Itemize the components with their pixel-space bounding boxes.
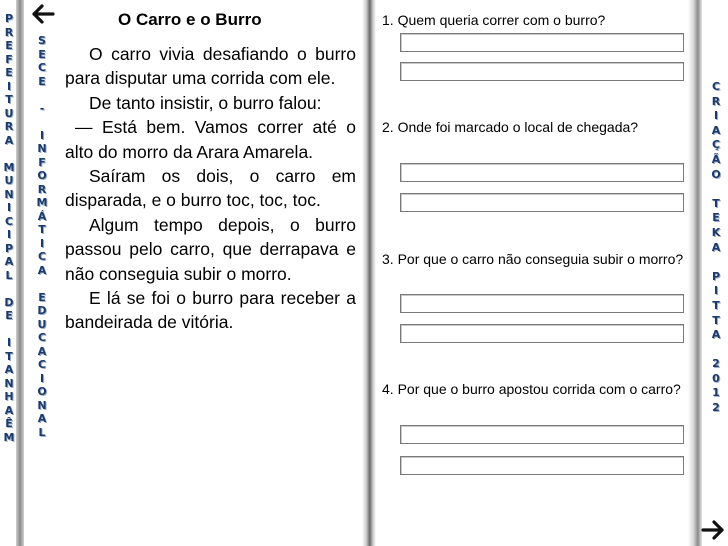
story-title: O Carro e o Burro <box>118 10 262 29</box>
side-letter: A <box>711 328 721 342</box>
side-letter: A <box>4 403 14 417</box>
side-letter: A <box>711 123 721 137</box>
side-letter: I <box>39 236 45 250</box>
side-letter: C <box>37 61 47 74</box>
right-binding-strip <box>688 0 702 546</box>
side-letter: E <box>38 74 46 88</box>
side-letter: H <box>4 390 14 403</box>
side-letter: U <box>4 174 14 187</box>
side-letter: T <box>38 223 46 236</box>
question-1: 1. Quem queria correr com o burro? <box>382 12 606 28</box>
side-letter: C <box>37 358 47 371</box>
arrow-left-icon <box>31 4 55 24</box>
side-letter <box>714 343 718 358</box>
arrow-right-icon <box>701 520 725 540</box>
side-letter <box>7 282 11 296</box>
side-letter: A <box>711 240 721 254</box>
answer-field-4a[interactable] <box>400 425 684 444</box>
side-letter: L <box>5 268 13 282</box>
side-letter: 1 <box>712 386 720 400</box>
side-letter: O <box>711 167 721 181</box>
side-letter: A <box>37 412 47 425</box>
side-letter: A <box>4 255 14 268</box>
side-letter: K <box>711 225 721 239</box>
side-letter: E <box>5 39 13 52</box>
side-letter: A <box>37 344 47 358</box>
side-letter: R <box>711 94 721 108</box>
side-letter: E <box>38 290 46 304</box>
question-4: 4. Por que o burro apostou corrida com o carro? <box>382 381 681 397</box>
side-letter: T <box>5 349 13 363</box>
question-2: 2. Onde foi marcado o local de chegada? <box>382 119 639 135</box>
side-letter: C <box>37 250 47 263</box>
side-letter: R <box>37 182 47 196</box>
story-paragraph: Saíram os dois, o carro em disparada, e o burro toc, toc, toc. <box>65 166 356 211</box>
side-letter: 0 <box>712 371 720 385</box>
answer-field-4b[interactable] <box>400 456 684 475</box>
side-letter: T <box>5 93 13 106</box>
side-letter: I <box>713 109 719 123</box>
center-binding-strip <box>362 0 376 546</box>
side-letter: M <box>36 196 48 209</box>
side-letter <box>40 88 44 102</box>
answer-field-1b[interactable] <box>400 62 684 81</box>
next-button[interactable] <box>700 519 726 541</box>
side-letter: N <box>37 398 47 412</box>
side-letter: R <box>4 25 14 39</box>
side-letter: A <box>37 263 47 277</box>
side-letter: O <box>37 385 47 398</box>
side-letter: C <box>37 331 47 344</box>
side-letter: R <box>4 120 14 133</box>
left-binding-strip <box>16 0 24 546</box>
story-paragraph: Algum tempo depois, o burro passou pelo carro, que derrapava e não conseguia subir o morro. <box>65 214 356 284</box>
side-letter: M <box>3 430 15 444</box>
side-letter: I <box>6 201 12 214</box>
side-letter: T <box>712 313 720 327</box>
side-letter: F <box>38 155 46 169</box>
side-letter: Ç <box>711 138 721 152</box>
vertical-text-secretaria <box>35 34 49 439</box>
side-letter <box>7 323 11 337</box>
answer-field-1a[interactable] <box>400 33 684 52</box>
side-letter: N <box>37 142 47 155</box>
vertical-text-prefeitura <box>2 12 16 444</box>
side-letter: P <box>4 241 14 255</box>
side-letter: I <box>6 228 12 241</box>
back-button[interactable] <box>30 3 56 25</box>
side-letter: U <box>37 317 47 331</box>
side-letter: D <box>37 304 47 317</box>
side-letter: A <box>4 133 14 147</box>
answer-field-2b[interactable] <box>400 193 684 212</box>
answer-field-3b[interactable] <box>400 324 684 343</box>
vertical-text-criacao <box>708 80 724 416</box>
side-letter: I <box>6 336 12 349</box>
side-letter: C <box>4 214 14 228</box>
side-letter <box>714 182 718 197</box>
side-letter: - <box>39 101 45 115</box>
story-text <box>65 42 356 335</box>
side-letter: I <box>39 128 45 142</box>
side-letter: F <box>5 52 13 66</box>
side-letter: Ê <box>5 417 13 430</box>
story-paragraph: O carro vivia desafiando o burro para disputar uma corrida com ele. <box>65 44 356 89</box>
side-letter: U <box>4 106 14 120</box>
side-letter: T <box>712 196 720 210</box>
story-paragraph: E lá se foi o burro para receber a bandeirada de vitória. <box>65 288 356 333</box>
side-letter: S <box>38 34 46 47</box>
story-paragraph: De tanto insistir, o burro falou: <box>89 92 322 113</box>
side-letter: 2 <box>712 401 720 415</box>
answer-field-3a[interactable] <box>400 294 684 313</box>
side-letter: O <box>37 169 47 182</box>
answer-field-2a[interactable] <box>400 163 684 182</box>
side-letter: E <box>5 309 13 322</box>
side-letter: N <box>4 187 14 201</box>
side-letter: E <box>38 47 46 61</box>
side-letter: P <box>4 12 14 25</box>
story-paragraph: — Está bem. Vamos correr até o alto do morro da Arara Amarela. <box>65 117 356 162</box>
side-letter: I <box>713 284 719 298</box>
side-letter: M <box>3 160 15 174</box>
side-letter: A <box>4 363 14 376</box>
side-letter: Ã <box>711 152 721 166</box>
side-letter <box>714 255 718 270</box>
question-3: 3. Por que o carro não conseguia subir o morro? <box>382 251 684 267</box>
side-letter <box>7 147 11 161</box>
side-letter: C <box>711 80 721 93</box>
side-letter: N <box>4 376 14 390</box>
side-letter <box>40 115 44 129</box>
side-letter <box>40 277 44 291</box>
side-letter: L <box>38 425 46 439</box>
side-letter: E <box>5 66 13 79</box>
side-letter: I <box>6 79 12 93</box>
side-letter: E <box>712 211 720 225</box>
side-letter: P <box>711 269 721 283</box>
side-letter: 2 <box>712 357 720 371</box>
side-letter: Á <box>37 209 47 223</box>
side-letter: T <box>712 298 720 312</box>
side-letter: I <box>39 371 45 385</box>
side-letter: D <box>4 295 14 309</box>
